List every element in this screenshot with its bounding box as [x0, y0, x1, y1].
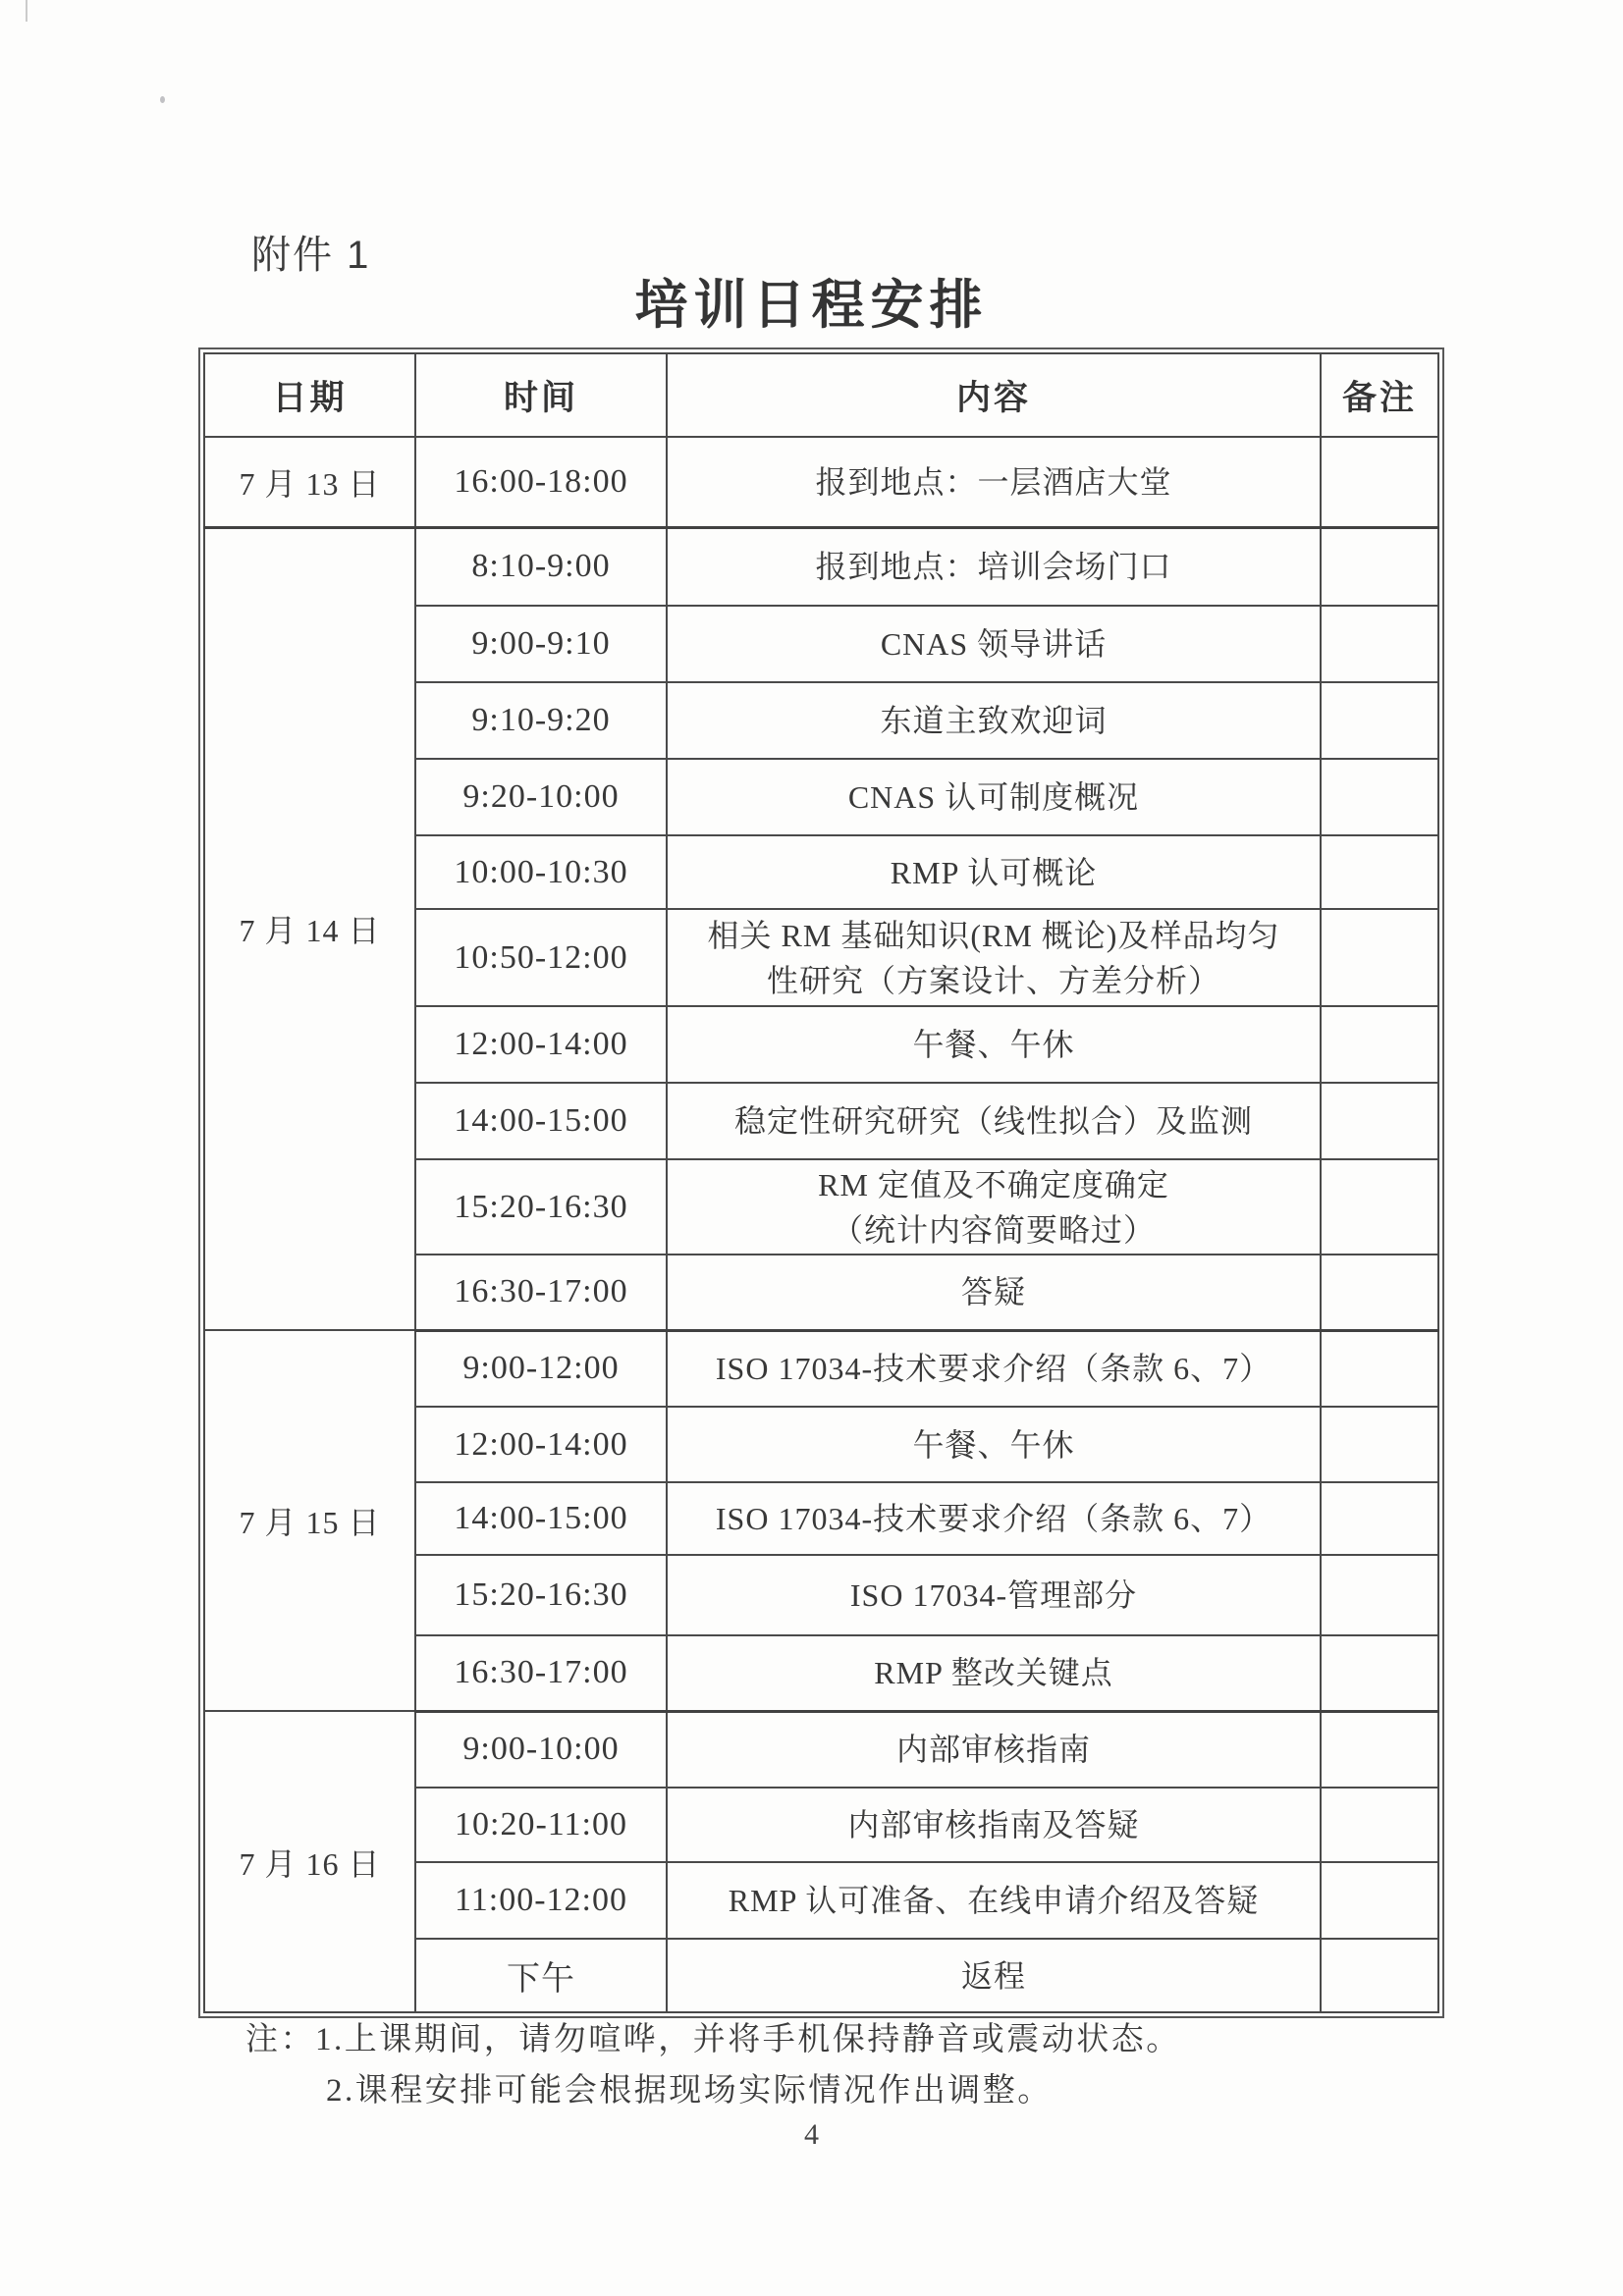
time-cell: 9:00-10:00: [415, 1711, 667, 1788]
date-cell: 7 月 16 日: [204, 1711, 415, 2012]
time-cell: 16:00-18:00: [415, 437, 667, 527]
page-title: 培训日程安排: [634, 276, 989, 335]
content-cell: [667, 1159, 1321, 1255]
header-cell-remark: 备注: [1321, 353, 1438, 437]
note-line-2: 2.课程安排可能会根据现场实际情况作出调整。: [326, 2073, 1053, 2109]
remark-cell: [1321, 1788, 1438, 1862]
content-line: RMP 整改关键点: [874, 1655, 1113, 1691]
scan-artifact: [26, 0, 27, 22]
time-cell: 14:00-15:00: [415, 1482, 667, 1555]
time-cell: 12:00-14:00: [415, 1006, 667, 1083]
note-line-1: 注：1.上课期间，请勿喧哗，并将手机保持静音或震动状态。: [245, 2022, 1181, 2057]
remark-cell: [1321, 1255, 1438, 1330]
remark-cell: [1321, 1159, 1438, 1255]
content-line: RM 定值及不确定度确定: [818, 1166, 1169, 1202]
remark-cell: [1321, 1555, 1438, 1635]
time-cell: 下午: [415, 1939, 667, 2012]
schedule-table-frame: [198, 347, 1444, 2018]
time-cell: 11:00-12:00: [415, 1862, 667, 1939]
footnotes: [245, 2014, 1181, 2116]
time-cell: 10:20-11:00: [415, 1788, 667, 1862]
date-cell: 7 月 13 日: [204, 437, 415, 527]
remark-cell: [1321, 606, 1438, 682]
content-cell: [667, 835, 1321, 909]
time-cell: 12:00-14:00: [415, 1407, 667, 1482]
content-cell: [667, 1006, 1321, 1083]
time-cell: 16:30-17:00: [415, 1635, 667, 1711]
table-row: [204, 527, 1438, 606]
remark-cell: [1321, 1006, 1438, 1083]
remark-cell: [1321, 437, 1438, 527]
content-cell: [667, 606, 1321, 682]
content-line: 东道主致欢迎词: [880, 703, 1108, 738]
time-cell: 15:20-16:30: [415, 1555, 667, 1635]
remark-cell: [1321, 1862, 1438, 1939]
remark-cell: [1321, 1083, 1438, 1159]
content-line: 报到地点：培训会场门口: [815, 549, 1172, 585]
content-line: RMP 认可准备、在线申请介绍及答疑: [728, 1883, 1260, 1918]
header-cell-date: 日期: [204, 353, 415, 437]
content-cell: [667, 1711, 1321, 1788]
time-cell: 15:20-16:30: [415, 1159, 667, 1255]
content-cell: [667, 1482, 1321, 1555]
content-line: CNAS 领导讲话: [880, 626, 1108, 662]
date-cell: 7 月 14 日: [204, 527, 415, 1330]
remark-cell: [1321, 835, 1438, 909]
remark-cell: [1321, 909, 1438, 1006]
content-line: 稳定性研究研究（线性拟合）及监测: [733, 1103, 1253, 1139]
content-cell: [667, 1407, 1321, 1482]
content-line: （统计内容简要略过）: [831, 1211, 1156, 1248]
table-row: [204, 437, 1438, 527]
content-line: ISO 17034-技术要求介绍（条款 6、7）: [715, 1501, 1272, 1536]
content-line: 午餐、午休: [912, 1426, 1075, 1463]
content-cell: [667, 1083, 1321, 1159]
content-cell: [667, 1862, 1321, 1939]
remark-cell: [1321, 1407, 1438, 1482]
remark-cell: [1321, 1711, 1438, 1788]
content-line: 午餐、午休: [912, 1027, 1075, 1062]
table-row: [204, 1330, 1438, 1407]
remark-cell: [1321, 1330, 1438, 1407]
content-cell: [667, 1635, 1321, 1711]
content-line: CNAS 认可制度概况: [847, 779, 1140, 815]
remark-cell: [1321, 1635, 1438, 1711]
time-cell: 8:10-9:00: [415, 527, 667, 606]
table-header-row: [204, 353, 1438, 437]
content-cell: [667, 909, 1321, 1006]
content-line: 报到地点：一层酒店大堂: [815, 463, 1172, 500]
content-line: 答疑: [960, 1274, 1026, 1310]
time-cell: 16:30-17:00: [415, 1255, 667, 1330]
attachment-label: 附件 1: [251, 234, 371, 277]
remark-cell: [1321, 1939, 1438, 2012]
remark-cell: [1321, 1482, 1438, 1555]
content-cell: [667, 1255, 1321, 1330]
content-line: 返程: [960, 1957, 1026, 1994]
remark-cell: [1321, 759, 1438, 835]
content-line: 性研究（方案设计、方差分析）: [766, 962, 1220, 998]
content-line: 内部审核指南及答疑: [847, 1807, 1140, 1842]
time-cell: 14:00-15:00: [415, 1083, 667, 1159]
content-line: ISO 17034-技术要求介绍（条款 6、7）: [715, 1351, 1272, 1387]
content-line: ISO 17034-管理部分: [849, 1577, 1138, 1613]
page-number: 4: [804, 2118, 819, 2151]
time-cell: 9:00-12:00: [415, 1330, 667, 1407]
content-line: 内部审核指南: [895, 1732, 1091, 1768]
content-cell: [667, 1330, 1321, 1407]
content-cell: [667, 1788, 1321, 1862]
content-cell: [667, 437, 1321, 527]
remark-cell: [1321, 682, 1438, 759]
schedule-table: [203, 352, 1439, 2013]
content-cell: [667, 682, 1321, 759]
time-cell: 9:20-10:00: [415, 759, 667, 835]
date-cell: 7 月 15 日: [204, 1330, 415, 1711]
content-cell: [667, 527, 1321, 606]
content-cell: [667, 1555, 1321, 1635]
remark-cell: [1321, 527, 1438, 606]
time-cell: 10:00-10:30: [415, 835, 667, 909]
content-line: 相关 RM 基础知识(RM 概论)及样品均匀: [707, 917, 1280, 953]
content-cell: [667, 759, 1321, 835]
header-cell-time: 时间: [415, 353, 667, 437]
time-cell: 9:00-9:10: [415, 606, 667, 682]
time-cell: 9:10-9:20: [415, 682, 667, 759]
header-cell-content: 内容: [667, 353, 1321, 437]
scan-artifact: [160, 96, 165, 103]
table-row: [204, 1711, 1438, 1788]
content-line: RMP 认可概论: [890, 854, 1098, 890]
time-cell: 10:50-12:00: [415, 909, 667, 1006]
content-cell: [667, 1939, 1321, 2012]
